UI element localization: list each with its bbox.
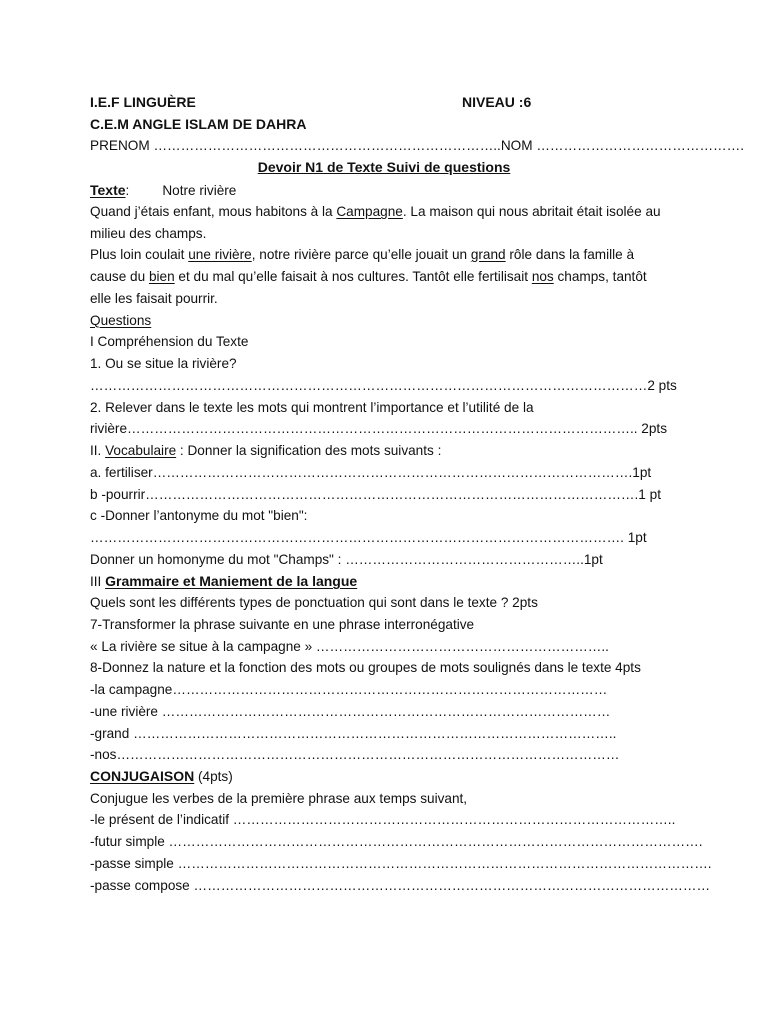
underlined-word: Vocabulaire — [105, 443, 177, 458]
section-title: CONJUGAISON — [90, 768, 195, 784]
text-fragment: . La maison qui nous abritait était isolée au — [402, 204, 661, 219]
section-vocabulary — [90, 442, 441, 460]
level-label: NIVEAU :6 — [462, 94, 532, 110]
text-fragment: et du mal qu’elle faisait à nos cultures. Tantôt elle fertilisait — [174, 269, 532, 284]
answer-line: -grand …………………………………………………………………………………………….. — [90, 726, 617, 741]
grammar-question: Quels sont les différents types de ponctuation qui sont dans le texte ? 2pts — [90, 595, 538, 610]
answer-line: -passe simple ………………………………………………………………………………………………………. — [90, 856, 712, 871]
grammar-question: 8-Donnez la nature et la fonction des mots ou groupes de mots soulignés dans le texte 4pts — [90, 660, 641, 675]
text-fragment: II. — [90, 443, 106, 458]
grammar-question: « La rivière se situe à la campagne » ……………………………………………………….. — [90, 639, 609, 654]
answer-line: rivière………………………………………………………………………………………………….. 2pts — [90, 421, 668, 436]
text-title: Notre rivière — [162, 183, 237, 198]
text-fragment: III — [90, 574, 106, 589]
section-comprehension: I Compréhension du Texte — [90, 334, 249, 349]
text-fragment: (4pts) — [194, 769, 233, 784]
section-title: Grammaire et Maniement de la langue — [105, 573, 358, 589]
question-2: 2. Relever dans le texte les mots qui montrent l’importance et l’utilité de la — [90, 400, 534, 415]
text-heading-line — [90, 181, 236, 200]
vocab-item: c -Donner l’antonyme du mot "bien": — [90, 508, 308, 523]
school-district: I.E.F LINGUÈRE — [90, 94, 196, 110]
text-fragment: Plus loin coulait — [90, 247, 189, 262]
grammar-question: 7-Transformer la phrase suivante en une phrase interronégative — [90, 617, 475, 632]
texte-colon: : — [125, 183, 130, 198]
paragraph-line — [90, 246, 634, 264]
text-fragment: cause du — [90, 269, 149, 284]
answer-line: -une rivière ……………………………………………………………………………………… — [90, 704, 611, 719]
answer-line: -nos………………………………………………………………………………………………… — [90, 747, 620, 762]
question-1: 1. Ou se situe la rivière? — [90, 356, 237, 371]
section-grammar — [90, 572, 357, 591]
paragraph-line: elle les faisait pourrir. — [90, 291, 218, 306]
underlined-word: grand — [470, 247, 506, 262]
student-name-line: PRENOM …………………………………………………………………..NOM ………………………………………. — [90, 138, 745, 153]
underlined-word: bien — [148, 269, 175, 284]
conjugation-instruction: Conjugue les verbes de la première phrase aux temps suivant, — [90, 791, 468, 806]
answer-line: -futur simple ………………………………………………………………………………………………………. — [90, 834, 703, 849]
texte-label: Texte — [90, 182, 126, 198]
page-title: Devoir N1 de Texte Suivi de questions — [257, 159, 511, 175]
answer-line: -passe compose …………………………………………………………………………………………………… — [90, 878, 711, 893]
text-fragment: : Donner la signification des mots suivants : — [176, 443, 442, 458]
text-fragment: champs, tantôt — [553, 269, 647, 284]
text-fragment: , notre rivière parce qu’elle jouait un — [251, 247, 471, 262]
text-fragment: Quand j’étais enfant, mous habitons à la — [90, 204, 337, 219]
paragraph-line: milieu des champs. — [90, 226, 207, 241]
school-name: C.E.M ANGLE ISLAM DE DAHRA — [90, 116, 307, 132]
answer-line: ……………………………………………………………………………………………………………2 pts — [90, 378, 677, 393]
vocab-item: a. fertiliser…………………………………………………………………………………………….1pt — [90, 465, 652, 480]
underlined-word: une rivière — [188, 247, 252, 262]
answer-line: -la campagne…………………………………………………………………………………… — [90, 682, 608, 697]
paragraph-line — [90, 268, 647, 286]
underlined-word: Campagne — [336, 204, 403, 219]
underlined-word: nos — [531, 269, 554, 284]
vocab-item: Donner un homonyme du mot "Champs" : ……………………………………………..1pt — [90, 552, 603, 567]
answer-line: -le présent de l’indicatif …………………………………………………………………………………….. — [90, 812, 676, 827]
questions-heading: Questions — [90, 313, 152, 328]
answer-line: ………………………………………………………………………………………………………. 1pt — [90, 530, 647, 545]
vocab-item: b -pourrir……………………………………………………………………………………………….1 pt — [90, 487, 661, 502]
paragraph-line — [90, 203, 661, 221]
text-fragment: rôle dans la famille à — [505, 247, 635, 262]
section-conjugation — [90, 767, 233, 786]
